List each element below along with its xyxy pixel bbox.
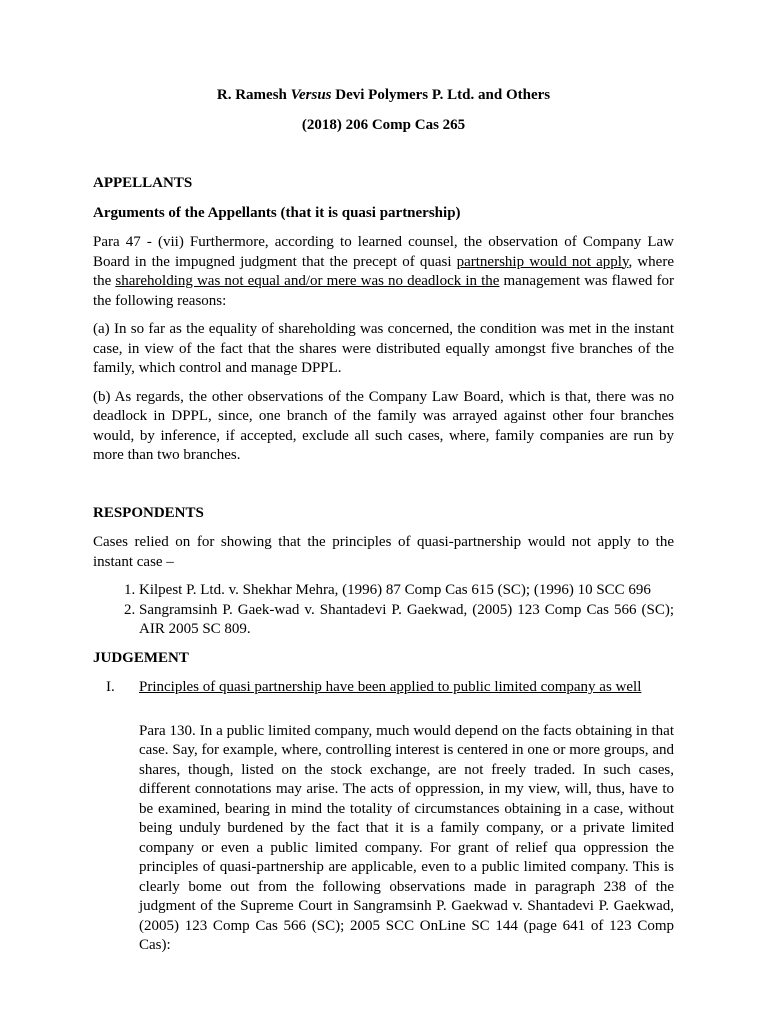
judgement-heading: JUDGEMENT bbox=[93, 649, 189, 666]
point-a: (a) In so far as the equality of shareholding was concerned, the condition was met in the instant case, in view of the fact that the shares were distributed equally amongst five branches of the family, which control and manage DPPL. bbox=[93, 321, 674, 376]
respondents-heading: RESPONDENTS bbox=[93, 504, 204, 521]
underlined-phrase: shareholding was not equal and/or mere was no deadlock in the bbox=[115, 273, 500, 289]
appellants-heading: APPELLANTS bbox=[93, 175, 193, 191]
para-47: Para 47 - (vii) Furthermore, according to learned counsel, the observation of Company Law Board in the impugned judgment that the precept of quasi partnership would not apply, where the shareholding was not equal and/or mere was no deadlock in the management was flawed for the following reasons: bbox=[93, 234, 674, 309]
para-130: Para 130. In a public limited company, much would depend on the facts obtaining in that case. Say, for example, where, controlling interest is centered in one or more groups, and shares, though, listed on the stock exchange, are not freely traded. In such cases, different connotations may arise. The acts of oppression, in my view, will, thus, have to be examined, bearing in mind the totality of circumstances obtaining in a case, without being unduly burdened by the fact that it is a family company, or a private limited company or even a public limited company. For grant of relief qua oppression the principles of quasi-partnership are applicable, even to a public limited company. This is clearly bome out from the following observations made in paragraph 238 of the judgment of the Supreme Court in Sangramsinh P. Gaekwad v. Shantadevi P. Gaekwad, (2005) 123 Comp Cas 566 (SC); 2005 SCC OnLine SC 144 (page 641 of 123 Comp Cas): bbox=[139, 722, 674, 953]
item-number: I. bbox=[106, 679, 115, 695]
item-title: Principles of quasi partnership have been applied to public limited company as well bbox=[139, 679, 642, 695]
cases-list bbox=[93, 581, 674, 640]
respondents-intro: Cases relied on for showing that the principles of quasi-partnership would not apply to the instant case – bbox=[93, 534, 674, 570]
case-citation: (2018) 206 Comp Cas 265 bbox=[301, 116, 466, 133]
list-item: 1. Kilpest P. Ltd. v. Shekhar Mehra, (1996) 87 Comp Cas 615 (SC); (1996) 10 SCC 696 bbox=[139, 581, 674, 601]
appellants-subheading: Arguments of the Appellants (that it is quasi partnership) bbox=[93, 204, 461, 221]
case-title-versus: Versus bbox=[290, 87, 332, 103]
underlined-phrase: partnership would not apply bbox=[456, 253, 629, 270]
list-item: 2. Sangramsinh P. Gaek-wad v. Shantadevi P. Gaekwad, (2005) 123 Comp Cas 566 (SC); AIR 2005 SC 809. bbox=[139, 601, 674, 640]
case-title: R. Ramesh Versus Devi Polymers P. Ltd. and Others bbox=[216, 87, 551, 103]
point-b: (b) As regards, the other observations of the Company Law Board, which is that, there was no deadlock in DPPL, since, one branch of the family was arrayed against other four branches would, by inference, if accepted, exclude all such cases, where, family companies are run by more than two branches. bbox=[93, 388, 674, 463]
judgement-item bbox=[93, 678, 674, 698]
